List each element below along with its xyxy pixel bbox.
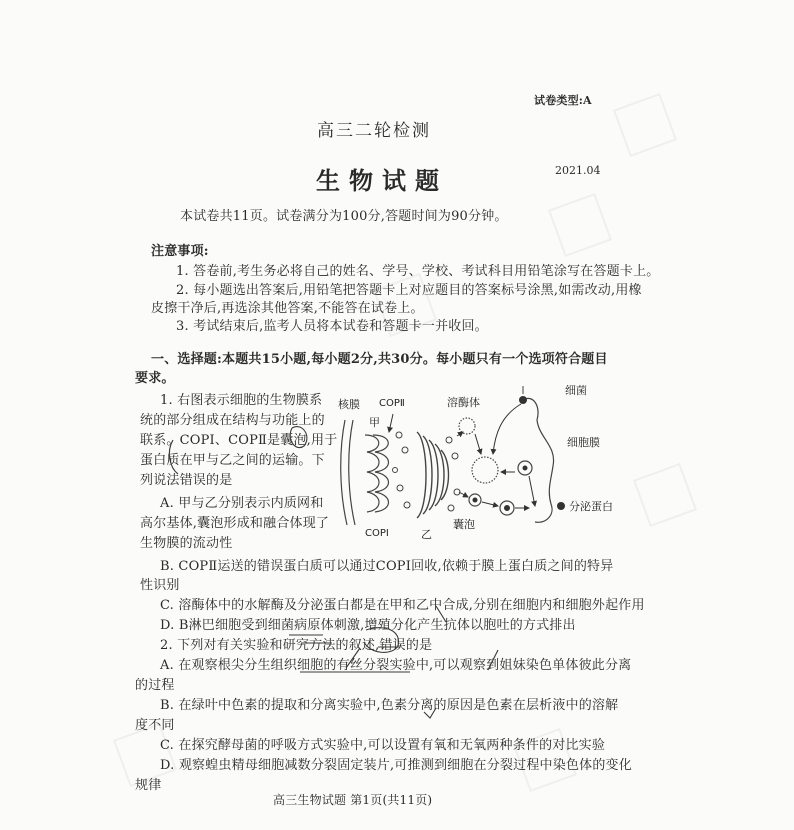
flow-arrows: [389, 404, 535, 508]
exam-subtitle: 高三二轮检测: [317, 121, 431, 141]
bacteria-shape: [519, 396, 527, 404]
label-lysosome: 溶酶体: [447, 396, 480, 409]
section-heading-line1: 一、选择题:本题共15小题,每小题2分,共30分。每小题只有一个选项符合题目: [151, 352, 608, 367]
nuclear-envelope-shape: [341, 420, 355, 525]
paper-type: 试卷类型:A: [534, 94, 592, 107]
q1-stem-line: 1. 右图表示细胞的生物膜系: [160, 393, 323, 408]
pen-bracket-mark: [169, 440, 178, 474]
biomembrane-diagram: [325, 380, 625, 550]
q1-option-c: C. 溶酶体中的水解酶及分泌蛋白都是在甲和乙中合成,分别在细胞内和细胞外起作用: [160, 598, 645, 613]
note-item-3: 3. 考试结束后,监考人员将本试卷和答题卡一并收回。: [176, 319, 488, 334]
transport-vesicle-shape: [393, 432, 411, 508]
q2-option-a-line1: A. 在观察根尖分生组织细胞的有丝分裂实验中,可以观察到姐妹染色单体彼此分离: [160, 658, 632, 673]
cell-membrane-shape: [523, 398, 554, 522]
pen-circle-mark: [364, 628, 399, 653]
lysosome-shape: [459, 418, 475, 434]
phagosome-shape: [472, 457, 498, 483]
q2-stem: 2. 下列对有关实验和研究方法的叙述,错误的是: [160, 638, 433, 653]
q1-option-a-line: A. 甲与乙分别表示内质网和: [160, 496, 324, 511]
secreted-protein-shape: [557, 502, 565, 510]
endoplasmic-reticulum-shape: [365, 435, 389, 512]
pen-slash-mark: [436, 606, 446, 622]
q1-stem-line: 蛋白质在甲与乙之间的运输。下: [140, 453, 325, 468]
q1-option-a-line: 高尔基体,囊泡形成和融合体现了: [140, 516, 330, 531]
q2-option-d-line1: D. 观察蝗虫精母细胞减数分裂固定装片,可推测到细胞在分裂过程中染色体的变化: [160, 758, 632, 773]
exam-title: 生物试题: [316, 166, 448, 195]
label-secreted-protein: 分泌蛋白: [569, 500, 613, 513]
q1-option-b-line1: B. COPⅡ运送的错误蛋白质可以通过COPⅠ回收,依赖于膜上蛋白质之间的特异: [160, 559, 614, 574]
pen-slash-mark: [346, 648, 360, 668]
q1-option-a-line: 生物膜的流动性: [140, 536, 233, 551]
label-yi: 乙: [421, 528, 432, 541]
q2-option-b-line2: 度不同: [135, 718, 175, 733]
label-nuclear-envelope: 核膜: [338, 398, 360, 411]
pen-underline-mark: [302, 643, 400, 647]
label-cop2: COPⅡ: [379, 398, 405, 409]
pen-tick-mark: [424, 708, 436, 718]
q2-option-a-line2: 的过程: [135, 678, 175, 693]
intro-text: 本试卷共11页。试卷满分为100分,答题时间为90分钟。: [180, 209, 508, 224]
q1-option-b-line2: 性识别: [140, 578, 180, 593]
q2-option-d-line2: 规律: [135, 778, 162, 793]
pen-slash-mark: [488, 650, 498, 670]
pen-circle-mark: [290, 427, 307, 448]
golgi-apparatus-shape: [417, 432, 449, 518]
exam-date: 2021.04: [555, 164, 601, 177]
note-item-1: 1. 答卷前,考生务必将自己的姓名、学号、学校、考试科目用铅笔涂写在答题卡上。: [176, 264, 660, 279]
section-heading-line2: 要求。: [135, 371, 175, 386]
label-cop1: COPⅠ: [365, 528, 389, 539]
note-item-2-line2: 皮擦干净后,再选涂其他答案,不能答在试卷上。: [151, 301, 424, 316]
q1-stem-line: 联系。COPⅠ、COPⅡ是囊泡,用于: [140, 433, 338, 448]
label-vesicle: 囊泡: [453, 518, 475, 531]
label-jia: 甲: [369, 416, 380, 429]
q1-stem-line: 统的部分组成在结构与功能上的: [140, 413, 325, 428]
q2-option-c: C. 在探究酵母菌的呼吸方式实验中,可以设置有氧和无氧两种条件的对比实验: [160, 738, 606, 753]
q1-stem-line: 列说法错误的是: [140, 473, 233, 488]
label-cell-membrane: 细胞膜: [567, 436, 600, 449]
q1-option-d: D. B淋巴细胞受到细菌病原体刺激,增殖分化产生抗体以胞吐的方式排出: [160, 618, 576, 633]
note-item-2-line1: 2. 每小题选出答案后,用铅笔把答题卡上对应题目的答案标号涂黑,如需改动,用橡: [176, 283, 642, 298]
q2-option-b-line1: B. 在绿叶中色素的提取和分离实验中,色素分离的原因是色素在层析液中的溶解: [160, 698, 619, 713]
notes-heading: 注意事项:: [151, 244, 209, 259]
page-footer: 高三生物试题 第1页(共11页): [273, 793, 433, 807]
label-bacteria: 细菌: [565, 384, 587, 397]
